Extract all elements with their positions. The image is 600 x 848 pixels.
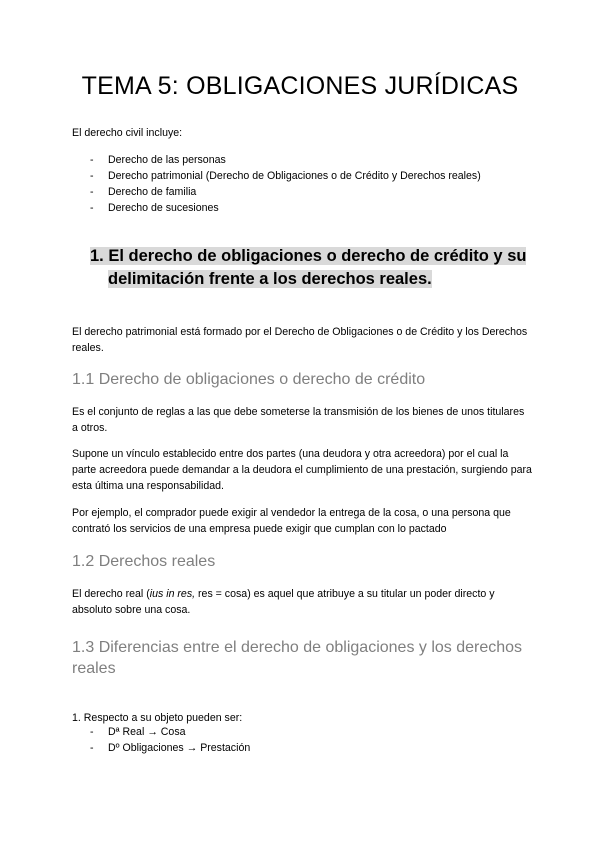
intro-text: El derecho civil incluye: bbox=[72, 127, 183, 139]
section-1-heading bbox=[90, 245, 530, 290]
section-1-2-heading: 1.2 Derechos reales bbox=[72, 553, 216, 570]
document-title: TEMA 5: OBLIGACIONES JURÍDICAS bbox=[81, 72, 519, 100]
section-1-1-paragraph-1: Es el conjunto de reglas a las que debe someterse la transmisión de los bienes de unos titulares a otros. bbox=[72, 406, 525, 434]
list-item-text: Derecho de sucesiones bbox=[108, 202, 219, 214]
section-1-1-heading: 1.1 Derecho de obligaciones o derecho de crédito bbox=[72, 371, 426, 388]
list-item bbox=[90, 152, 481, 168]
list-item bbox=[90, 168, 481, 184]
list-item-text: Derecho de familia bbox=[108, 186, 197, 198]
section-1-paragraph: El derecho patrimonial está formado por el Derecho de Obligaciones o de Crédito y los Derechos reales. bbox=[72, 326, 528, 354]
section-1-2-paragraph bbox=[72, 586, 532, 618]
text-run: res = cosa) es aquel que atribuye a su titular un poder directo y absoluto sobre una cosa. bbox=[72, 588, 495, 616]
list-dash: - bbox=[90, 154, 94, 166]
list-item-text: Derecho patrimonial (Derecho de Obligaciones o de Crédito y Derechos reales) bbox=[108, 170, 481, 182]
list-item bbox=[90, 740, 250, 756]
list-dash: - bbox=[90, 202, 94, 214]
list-item bbox=[90, 184, 481, 200]
section-1-1-paragraph-3: Por ejemplo, el comprador puede exigir al vendedor la entrega de la cosa, o una persona que contrató los servicios de una empresa puede exigir que cumplan con lo pactado bbox=[72, 507, 511, 535]
list-item-text: Dº Obligaciones → Prestación bbox=[108, 742, 251, 754]
section-1-heading-line2: delimitación frente a los derechos reales. bbox=[108, 269, 432, 288]
civil-law-list bbox=[90, 152, 481, 216]
list-dash: - bbox=[90, 186, 94, 198]
section-1-3-heading: 1.3 Diferencias entre el derecho de obligaciones y los derechos reales bbox=[72, 639, 523, 677]
object-list bbox=[90, 724, 250, 756]
list-item bbox=[90, 200, 481, 216]
section-1-heading-line1: 1. El derecho de obligaciones o derecho de crédito y su bbox=[90, 247, 527, 265]
section-1-3-item-1: 1. Respecto a su objeto pueden ser: bbox=[72, 712, 243, 724]
list-dash: - bbox=[90, 170, 94, 182]
list-dash: - bbox=[90, 742, 94, 754]
list-item bbox=[90, 724, 250, 740]
italic-text: ius in res, bbox=[149, 588, 196, 600]
section-1-1-paragraph-2: Supone un vínculo establecido entre dos partes (una deudora y otra acreedora) por el cual la parte acreedora puede demandar a la deudora el cumplimiento de una prestación, surgiendo para esta última una responsabilidad. bbox=[72, 448, 532, 492]
list-item-text: Dª Real → Cosa bbox=[108, 726, 186, 738]
list-item-text: Derecho de las personas bbox=[108, 154, 226, 166]
list-dash: - bbox=[90, 726, 94, 738]
text-run: El derecho real ( bbox=[72, 588, 150, 600]
